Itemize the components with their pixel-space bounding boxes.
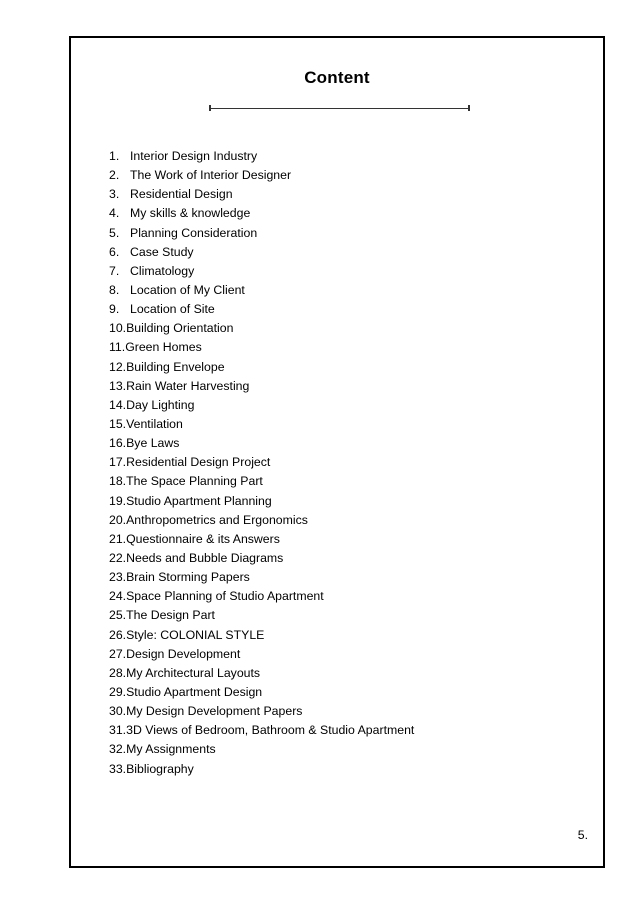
toc-item-number: 4. — [109, 206, 120, 221]
toc-item-label: Residential Design Project — [126, 455, 271, 470]
toc-item-number: 28. — [109, 665, 127, 680]
list-item — [109, 300, 414, 319]
table-of-contents — [109, 147, 414, 779]
toc-item-number: 16. — [109, 436, 127, 451]
list-item — [109, 587, 414, 606]
list-item — [109, 338, 414, 357]
list-item — [109, 396, 414, 415]
toc-item-number: 8. — [109, 282, 120, 297]
toc-item-number: 13. — [109, 378, 127, 393]
toc-item-number: 29. — [109, 684, 127, 699]
toc-item-label: Building Envelope — [126, 359, 225, 374]
toc-item-label: My Assignments — [126, 742, 216, 757]
list-item — [109, 664, 414, 683]
toc-item-label: Style: COLONIAL STYLE — [126, 627, 265, 642]
list-item — [109, 645, 414, 664]
toc-item-label: Ventilation — [126, 416, 183, 431]
toc-item-label: Questionnaire & its Answers — [126, 531, 280, 546]
toc-item-number: 12. — [109, 359, 127, 374]
toc-item-label: Climatology — [130, 263, 195, 278]
list-item — [109, 377, 414, 396]
list-item — [109, 243, 414, 262]
toc-item-label: Anthropometrics and Ergonomics — [126, 512, 308, 527]
toc-item-label: 3D Views of Bedroom, Bathroom & Studio Apartment — [126, 723, 415, 738]
toc-item-label: Bye Laws — [126, 436, 180, 451]
toc-item-number: 32. — [109, 742, 127, 757]
list-item — [109, 511, 414, 530]
list-item — [109, 740, 414, 759]
toc-item-number: 18. — [109, 474, 127, 489]
toc-item-number: 24. — [109, 589, 127, 604]
toc-item-label: The Design Part — [126, 608, 215, 623]
list-item — [109, 453, 414, 472]
list-item — [109, 626, 414, 645]
toc-item-number: 14. — [109, 397, 127, 412]
list-item — [109, 760, 414, 779]
list-item — [109, 568, 414, 587]
toc-item-number: 11. — [109, 340, 126, 355]
toc-item-label: Brain Storming Papers — [126, 570, 250, 585]
list-item — [109, 415, 414, 434]
toc-item-label: Building Orientation — [126, 321, 234, 336]
list-item — [109, 262, 414, 281]
toc-item-number: 20. — [109, 512, 127, 527]
toc-item-number: 22. — [109, 550, 127, 565]
toc-item-number: 6. — [109, 244, 120, 259]
toc-item-number: 21. — [109, 531, 127, 546]
list-item — [109, 281, 414, 300]
toc-item-number: 23. — [109, 570, 127, 585]
toc-item-number: 15. — [109, 416, 127, 431]
toc-item-number: 5. — [109, 225, 120, 240]
toc-item-label: Rain Water Harvesting — [126, 378, 250, 393]
toc-item-label: Case Study — [130, 244, 194, 259]
toc-item-label: Design Development — [126, 646, 241, 661]
page-title: Content — [304, 68, 370, 87]
list-item — [109, 224, 414, 243]
toc-item-number: 27. — [109, 646, 127, 661]
list-item — [109, 434, 414, 453]
list-item — [109, 530, 414, 549]
list-item — [109, 185, 414, 204]
toc-item-number: 1. — [109, 149, 120, 163]
toc-item-number: 10. — [109, 321, 127, 336]
toc-item-label: The Work of Interior Designer — [130, 168, 292, 183]
toc-item-label: Interior Design Industry — [130, 149, 258, 163]
toc-item-label: Planning Consideration — [130, 225, 258, 240]
toc-item-label: Studio Apartment Design — [126, 684, 263, 699]
list-item — [109, 492, 414, 511]
list-item — [109, 606, 414, 625]
toc-item-label: Location of Site — [130, 302, 215, 317]
page-frame — [69, 36, 605, 868]
toc-item-label: Green Homes — [125, 340, 202, 355]
toc-item-label: Studio Apartment Planning — [126, 493, 272, 508]
toc-item-number: 2. — [109, 168, 120, 183]
list-item — [109, 721, 414, 740]
list-item — [109, 549, 414, 568]
list-item — [109, 319, 414, 338]
toc-item-label: Residential Design — [130, 187, 233, 202]
toc-item-number: 7. — [109, 263, 120, 278]
title-divider — [209, 108, 469, 109]
toc-item-label: My Architectural Layouts — [126, 665, 261, 680]
toc-item-label: Space Planning of Studio Apartment — [126, 589, 324, 604]
list-item — [109, 147, 414, 166]
toc-item-number: 9. — [109, 302, 120, 317]
toc-item-number: 31. — [109, 723, 127, 738]
list-item — [109, 683, 414, 702]
toc-item-number: 30. — [109, 704, 127, 719]
list-item — [109, 358, 414, 377]
divider-right-cap — [468, 105, 470, 111]
list-item — [109, 472, 414, 491]
toc-item-number: 33. — [109, 761, 127, 776]
toc-item-number: 26. — [109, 627, 127, 642]
toc-item-label: Location of My Client — [130, 282, 245, 297]
toc-item-number: 19. — [109, 493, 127, 508]
toc-item-number: 3. — [109, 187, 120, 202]
toc-item-number: 25. — [109, 608, 127, 623]
toc-item-label: The Space Planning Part — [126, 474, 263, 489]
toc-item-label: My Design Development Papers — [126, 704, 303, 719]
toc-item-label: Needs and Bubble Diagrams — [126, 550, 284, 565]
list-item — [109, 702, 414, 721]
toc-item-number: 17. — [109, 455, 127, 470]
toc-item-label: Day Lighting — [126, 397, 195, 412]
toc-item-label: Bibliography — [126, 761, 194, 776]
list-item — [109, 166, 414, 185]
page-number: 5. — [577, 828, 588, 842]
toc-item-label: My skills & knowledge — [130, 206, 251, 221]
list-item — [109, 204, 414, 223]
